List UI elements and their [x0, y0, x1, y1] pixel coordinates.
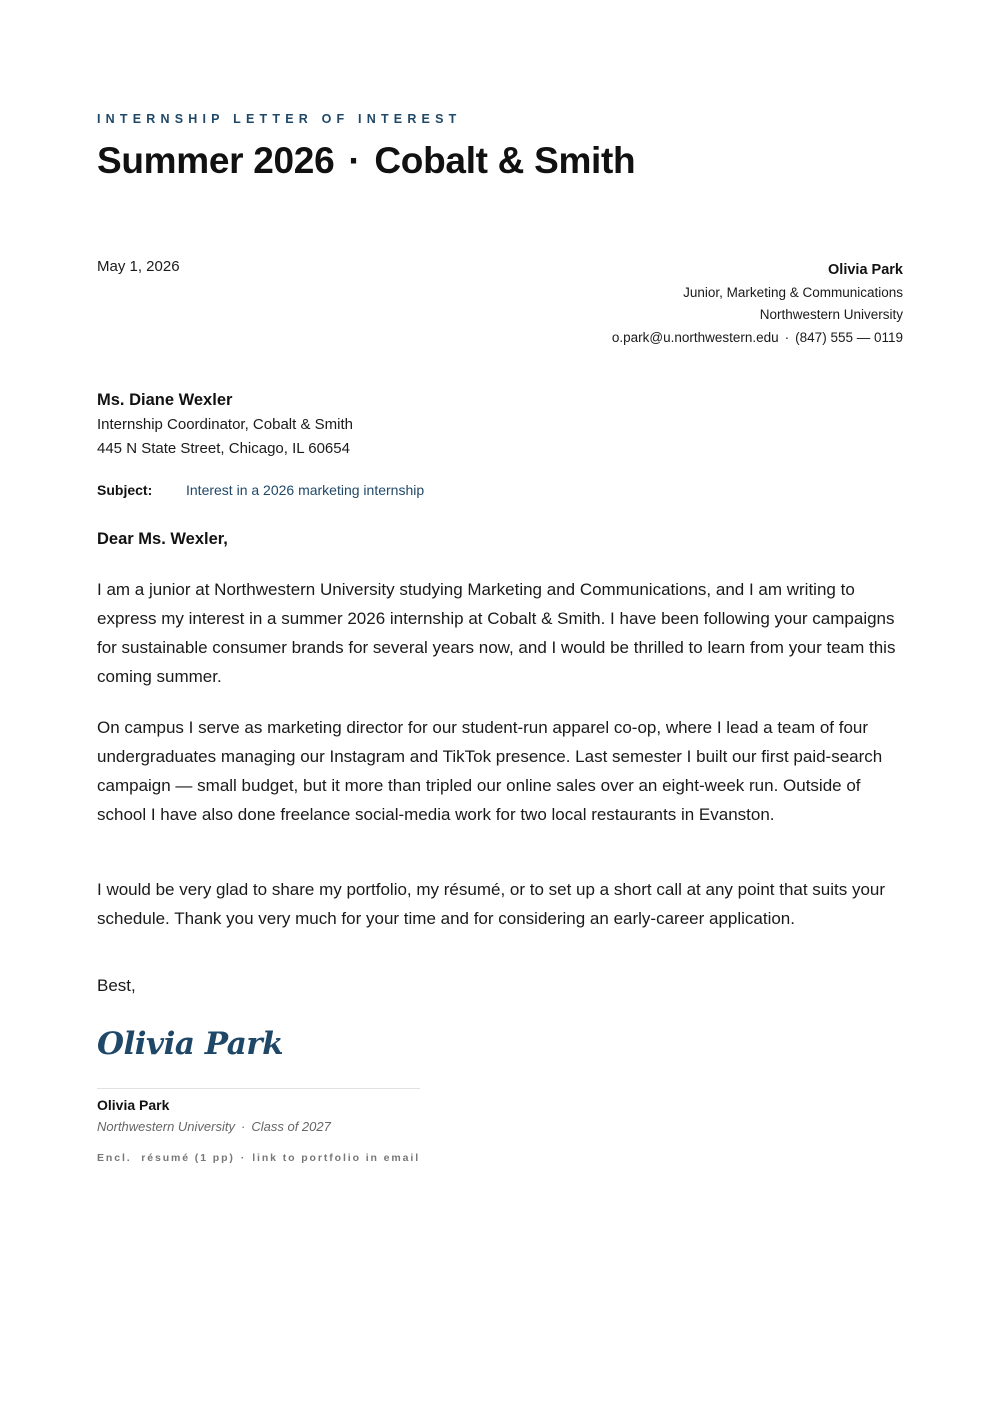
enclosure-label: Encl. — [97, 1152, 132, 1164]
sender-block — [612, 259, 903, 349]
sender-email: o.park@u.northwestern.edu — [611, 329, 779, 345]
subject-label: Subject: — [97, 482, 153, 498]
closing: Best, — [97, 976, 136, 995]
body-paragraph-1: I am a junior at Northwestern University studying Marketing and Communications, and I am writing to express my interest in a summer 2026 internship at Cobalt & Smith. I have been following your campaigns for sustainable consumer brands for several years now, and I would be thrilled to learn from your team this coming summer. — [97, 580, 896, 686]
sender-name: Olivia Park — [828, 262, 903, 278]
sender-phone: (847) 555 — 0119 — [795, 329, 903, 345]
salutation: Dear Ms. Wexler, — [97, 530, 228, 548]
affiliation-separator: · — [241, 1119, 246, 1134]
signature-affiliation — [97, 1119, 331, 1134]
signature-name: Olivia Park — [97, 1097, 170, 1113]
title-separator: · — [348, 140, 361, 181]
enclosure-separator: · — [240, 1152, 247, 1164]
recipient-title: Internship Coordinator, Cobalt & Smith — [97, 416, 353, 433]
eyebrow-label: INTERNSHIP LETTER OF INTEREST — [97, 112, 462, 126]
letter-page — [97, 0, 903, 1415]
recipient-block — [97, 387, 353, 461]
recipient-name: Ms. Diane Wexler — [97, 391, 233, 409]
body-paragraph-2: On campus I serve as marketing director for our student-run apparel co-op, where I lead a team of four undergraduates managing our Instagram and TikTok presence. Last semester I built our first paid-search campaign — small budget, but it more than tripled our online sales over an eight-week run. Outside of school I have also done freelance social-media work for two local restaurants in Evanston. — [97, 718, 883, 824]
enclosure-item-portfolio: link to portfolio in email — [252, 1152, 421, 1164]
contact-separator: · — [784, 329, 790, 345]
subject-line — [97, 482, 424, 498]
sender-title: Junior, Marketing & Communications — [683, 284, 903, 300]
page-title — [97, 140, 635, 182]
signature-class-year: Class of 2027 — [251, 1119, 331, 1134]
subject-value: Interest in a 2026 marketing internship — [186, 482, 425, 498]
enclosure-item-resume: résumé (1 pp) — [141, 1152, 235, 1164]
title-company: Cobalt & Smith — [374, 140, 636, 181]
body-paragraph-3: I would be very glad to share my portfolio, my résumé, or to set up a short call at any point that suits your schedule. Thank you very much for your time and for considering an early-career application. — [97, 880, 886, 928]
recipient-address: 445 N State Street, Chicago, IL 60654 — [97, 440, 350, 457]
sender-contact — [612, 327, 903, 350]
signature-school: Northwestern University — [97, 1119, 235, 1134]
sender-school: Northwestern University — [759, 307, 903, 322]
signature-divider — [97, 1088, 420, 1089]
title-season: Summer 2026 — [97, 140, 335, 181]
letter-date: May 1, 2026 — [97, 258, 180, 275]
enclosure-line — [97, 1152, 420, 1164]
handwritten-signature: Olivia Park — [97, 1026, 284, 1062]
